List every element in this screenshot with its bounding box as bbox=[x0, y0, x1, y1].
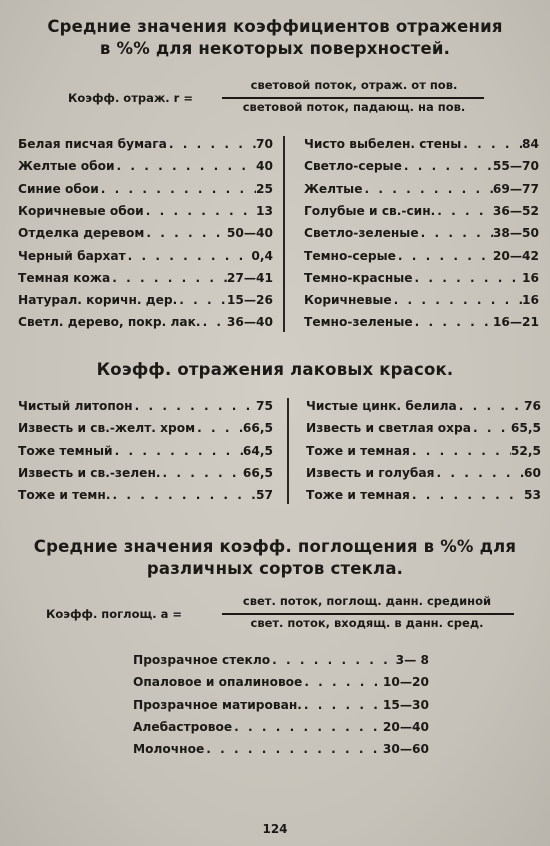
dot-leader bbox=[110, 268, 227, 288]
table-row bbox=[18, 268, 273, 288]
table-row bbox=[306, 463, 541, 483]
row-label: Светл. дерево, покр. лак. bbox=[18, 315, 201, 330]
dot-leader bbox=[126, 246, 252, 266]
row-value: 27—41 bbox=[226, 270, 273, 285]
dot-leader bbox=[201, 312, 227, 332]
row-label: Голубые и св.-син. bbox=[304, 203, 436, 218]
dot-leader bbox=[471, 418, 511, 438]
table-row bbox=[18, 418, 273, 438]
dot-leader bbox=[161, 463, 243, 483]
row-label: Тоже темный bbox=[18, 443, 113, 458]
row-value: 66,5 bbox=[242, 465, 273, 480]
dot-leader bbox=[457, 396, 524, 416]
reflection-table-right bbox=[304, 134, 539, 334]
row-value: 53 bbox=[524, 488, 541, 503]
table-row bbox=[133, 650, 429, 670]
row-label: Темно-зеленые bbox=[304, 315, 413, 330]
dot-leader bbox=[410, 441, 511, 461]
dot-leader bbox=[195, 418, 243, 438]
column-divider bbox=[287, 398, 289, 504]
row-label: Желтые обои bbox=[18, 159, 115, 174]
row-label: Известь и светлая охра bbox=[306, 421, 471, 436]
row-value: 66,5 bbox=[242, 421, 273, 436]
glass-table bbox=[133, 650, 429, 770]
row-value: 36—52 bbox=[492, 203, 539, 218]
row-label: Синие обои bbox=[18, 181, 99, 196]
row-value: 20—40 bbox=[382, 719, 429, 734]
row-label: Светло-зеленые bbox=[304, 226, 419, 241]
row-label: Опаловое и опалиновое bbox=[133, 675, 303, 690]
table-row bbox=[133, 672, 429, 692]
dot-leader bbox=[396, 246, 493, 266]
table-row bbox=[304, 246, 539, 266]
row-label: Известь и голубая bbox=[306, 465, 435, 480]
row-label: Тоже и темная bbox=[306, 443, 410, 458]
paint-table-right bbox=[306, 396, 541, 506]
table-row bbox=[18, 201, 273, 221]
table-row bbox=[18, 441, 273, 461]
section3-title-line1: Средние значения коэфф. поглощения в %% для bbox=[33, 537, 517, 556]
paint-table-left bbox=[18, 396, 273, 506]
row-value: 30—60 bbox=[382, 742, 429, 757]
dot-leader bbox=[115, 156, 257, 176]
row-label: Молочное bbox=[133, 742, 205, 757]
row-value: 13 bbox=[256, 203, 273, 218]
table-row bbox=[304, 290, 539, 310]
section3-title-line2: различных сортов стекла. bbox=[146, 559, 404, 578]
dot-leader bbox=[419, 223, 493, 243]
dot-leader bbox=[402, 156, 493, 176]
absorption-formula bbox=[0, 594, 550, 634]
table-row bbox=[133, 695, 429, 715]
dot-leader bbox=[133, 396, 256, 416]
dot-leader bbox=[232, 717, 383, 737]
row-label: Коричневые обои bbox=[18, 203, 144, 218]
dot-leader bbox=[144, 201, 256, 221]
row-label: Прозрачное матирован. bbox=[133, 697, 302, 712]
row-value: 36—40 bbox=[226, 315, 273, 330]
reflection-formula bbox=[0, 78, 550, 118]
dot-leader bbox=[204, 739, 383, 759]
formula-numerator: световой поток, отраж. от пов. bbox=[250, 78, 458, 92]
row-value: 3— 8 bbox=[395, 653, 429, 667]
column-divider bbox=[283, 136, 285, 332]
table-row bbox=[18, 312, 273, 332]
row-value: 16 bbox=[522, 270, 539, 285]
dot-leader bbox=[144, 223, 227, 243]
row-label: Тоже и темная bbox=[306, 488, 410, 503]
section1-title-line1: Средние значения коэффициентов отражения bbox=[47, 17, 503, 36]
dot-leader bbox=[167, 134, 256, 154]
row-value: 15—26 bbox=[226, 293, 273, 308]
row-label: Темно-серые bbox=[304, 248, 396, 263]
row-value: 70 bbox=[256, 137, 273, 151]
dot-leader bbox=[461, 134, 522, 154]
row-value: 76 bbox=[524, 399, 541, 413]
table-row bbox=[133, 739, 429, 759]
row-value: 16—21 bbox=[492, 315, 539, 330]
row-label: Темная кожа bbox=[18, 270, 111, 285]
table-row bbox=[306, 418, 541, 438]
row-label: Белая писчая бумага bbox=[18, 137, 167, 151]
formula-label: Коэфф. отраж. r = bbox=[68, 91, 193, 105]
table-row bbox=[306, 441, 541, 461]
table-row bbox=[18, 463, 273, 483]
dot-leader bbox=[113, 441, 243, 461]
row-label: Известь и св.-желт. хром bbox=[18, 421, 196, 436]
row-label: Желтые bbox=[304, 181, 363, 196]
formula-denominator: световой поток, падающ. на пов. bbox=[242, 100, 466, 114]
section2-title: Коэфф. отражения лаковых красок. bbox=[96, 360, 454, 379]
row-value: 40 bbox=[256, 159, 273, 174]
dot-leader bbox=[302, 695, 383, 715]
row-value: 84 bbox=[522, 137, 539, 151]
row-value: 75 bbox=[256, 399, 273, 413]
row-value: 64,5 bbox=[242, 443, 273, 458]
row-value: 0,4 bbox=[251, 248, 273, 263]
table-row bbox=[304, 179, 539, 199]
reflection-table-left bbox=[18, 134, 273, 334]
dot-leader bbox=[362, 179, 492, 199]
row-value: 69—77 bbox=[492, 181, 539, 196]
row-label: Прозрачное стекло bbox=[133, 653, 271, 667]
row-value: 25 bbox=[256, 181, 273, 196]
page-number: 124 bbox=[262, 822, 288, 836]
fraction-bar bbox=[222, 97, 484, 99]
row-value: 65,5 bbox=[510, 421, 541, 436]
table-row bbox=[304, 223, 539, 243]
row-value: 57 bbox=[256, 488, 273, 503]
dot-leader bbox=[434, 463, 524, 483]
table-row bbox=[18, 396, 273, 416]
table-row bbox=[304, 134, 539, 154]
table-row bbox=[18, 290, 273, 310]
table-row bbox=[304, 156, 539, 176]
row-label: Известь и св.-зелен. bbox=[18, 465, 161, 480]
row-label: Черный бархат bbox=[18, 248, 126, 263]
row-label: Алебастровое bbox=[133, 719, 233, 734]
table-row bbox=[18, 485, 273, 505]
formula-denominator: свет. поток, входящ. в данн. сред. bbox=[250, 616, 484, 630]
row-value: 38—50 bbox=[492, 226, 539, 241]
dot-leader bbox=[413, 312, 493, 332]
table-row bbox=[306, 485, 541, 505]
row-label: Тоже и темн. bbox=[18, 488, 111, 503]
row-value: 60 bbox=[524, 465, 541, 480]
dot-leader bbox=[99, 179, 256, 199]
row-value: 55—70 bbox=[492, 159, 539, 174]
section1-title-line2: в %% для некоторых поверхностей. bbox=[99, 39, 451, 58]
row-value: 10—20 bbox=[382, 675, 429, 690]
row-label: Чистый литопон bbox=[18, 399, 133, 413]
row-value: 15—30 bbox=[382, 697, 429, 712]
table-row bbox=[304, 201, 539, 221]
formula-numerator: свет. поток, поглощ. данн. срединой bbox=[242, 594, 492, 608]
row-label: Светло-серые bbox=[304, 159, 402, 174]
table-row bbox=[18, 156, 273, 176]
table-row bbox=[133, 717, 429, 737]
row-label: Темно-красные bbox=[304, 270, 413, 285]
table-row bbox=[304, 312, 539, 332]
row-value: 16 bbox=[522, 293, 539, 308]
row-label: Чистые цинк. белила bbox=[306, 399, 457, 413]
row-label: Коричневые bbox=[304, 293, 392, 308]
row-value: 52,5 bbox=[510, 443, 541, 458]
row-value: 50—40 bbox=[226, 226, 273, 241]
fraction-bar bbox=[222, 613, 514, 615]
dot-leader bbox=[410, 485, 524, 505]
table-row bbox=[18, 246, 273, 266]
dot-leader bbox=[177, 290, 227, 310]
dot-leader bbox=[270, 650, 395, 670]
dot-leader bbox=[392, 290, 522, 310]
table-row bbox=[304, 268, 539, 288]
row-label: Отделка деревом bbox=[18, 226, 145, 241]
formula-label: Коэфф. поглощ. a = bbox=[46, 607, 182, 621]
table-row bbox=[18, 134, 273, 154]
dot-leader bbox=[110, 485, 256, 505]
dot-leader bbox=[413, 268, 522, 288]
table-row bbox=[306, 396, 541, 416]
dot-leader bbox=[435, 201, 493, 221]
table-row bbox=[18, 179, 273, 199]
row-value: 20—42 bbox=[492, 248, 539, 263]
row-label: Чисто выбелен. стены bbox=[304, 137, 462, 151]
table-row bbox=[18, 223, 273, 243]
dot-leader bbox=[302, 672, 383, 692]
row-label: Натурал. коричн. дер. bbox=[18, 293, 178, 308]
